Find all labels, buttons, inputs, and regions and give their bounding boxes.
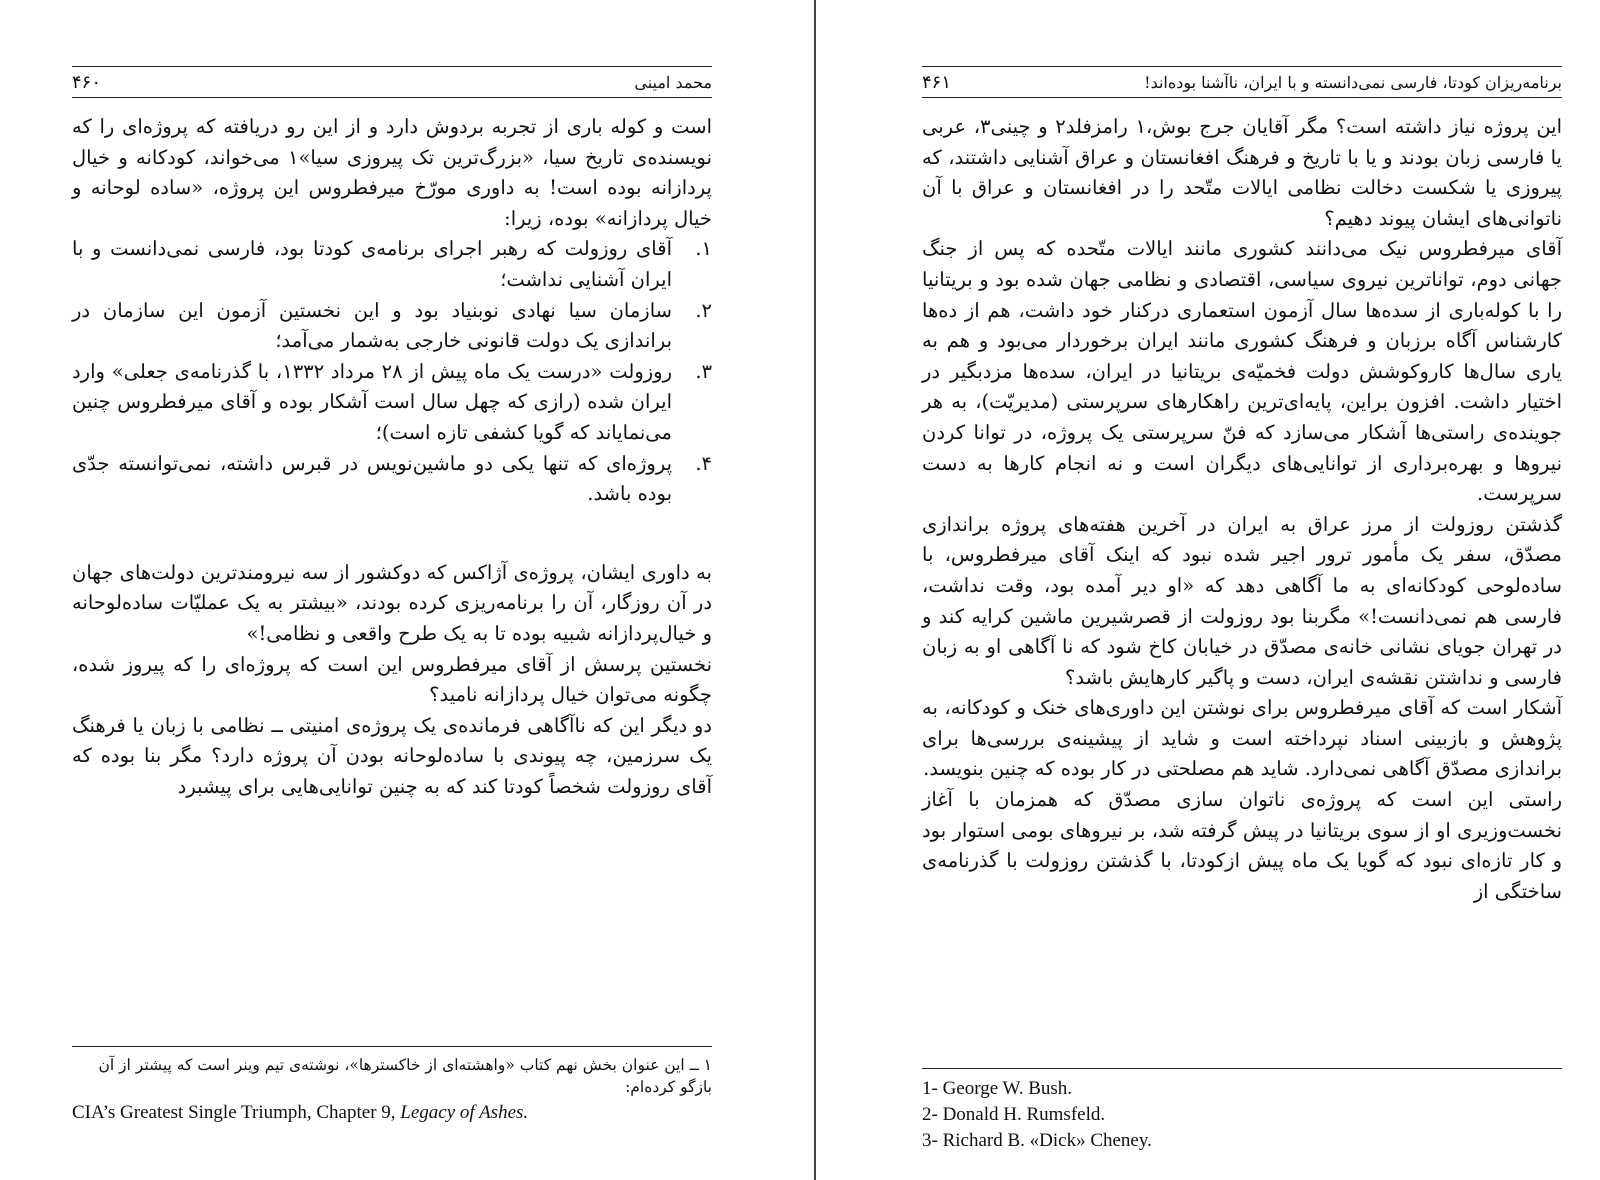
list-number: ۳.: [695, 359, 712, 383]
numbered-list: [72, 234, 712, 509]
paragraph: آقای میرفطروس نیک می‌دانند کشوری مانند ایالات متّحده که پس از جنگ جهانی دوم، تواناترین نیروی سیاسی، اقتصادی و نظامی جهان شده بود و بریتانیا را با کوله‌باری از سده‌ها سال آزمون استعماری درکنار خود داشت، هم از ده‌ها کارشناس آگاه برزبان و فرهنگ کشوری مانند ایران برخوردار می‌بود و هم به یاری سال‌ها کاروکوشش دولت فخمیّه‌ی بریتانیا در ایران، سده‌ها مزدبگیر در اختیار داشت. افزون براین، پایه‌ای‌ترین راهکارهای سرپرستی (مدیریّت)، به هر جوینده‌ی راستی‌ها آشکار می‌سازد که فنّ سرپرستی یک پروژه، در توانا کردن نیروها و بهره‌برداری از توانایی‌های دیگران است و نه انجام کارها به دست سرپرست.: [922, 237, 1562, 506]
paragraph: راستی این است که پروژه‌ی ناتوان سازی مصدّق که همزمان با آغاز نخست‌وزیری او از سوی بریتانیا در پیش گرفته شد، بر نیروهای بومی استوار بود و کار تازه‌ای نبود که گویا یک ماه پیش ازکودتا، با گذشتن روزولت با گذرنامه‌ی ساختگی از: [922, 788, 1562, 903]
footnote-rule: [922, 1068, 1562, 1069]
right-page: [801, 0, 1600, 1180]
paragraph: است و کوله باری از تجربه بردوش دارد و از این رو دریافته که پروژه‌ای را که نویسنده‌ی تاریخ سیا، «بزرگ‌ترین تک پیروزی سیا»۱ می‌خواند، کودکانه و خیال پردازانه بوده است! به داوری مورّخ میرفطروس این پروژه، «ساده لوحانه و خیال پردازانه» بوده، زیرا:: [72, 115, 712, 230]
footnote-book-title: Legacy of Ashes.: [400, 1102, 529, 1123]
paragraph: گذشتن روزولت از مرز عراق به ایران در آخرین هفته‌های پروژه براندازی مصدّق، سفر یک مأمور ترور اجیر شده نبود که اینک آقای میرفطروس، با ساده‌لوحی کودکانه‌ای به ما آگاهی دهد که «او دیر آمده بود، وقت نداشت، فارسی هم نمی‌دانست!» مگربنا بود روزولت از قصرشیرین ماشین کرایه کند و در تهران جویای نشانی خانه‌ی مصدّق در خیابان کاخ شود که نا آگاهی او به زبان فارسی و نداشتن نقشه‌ی ایران، دست و پاگیر کارهایش باشد؟: [922, 512, 1562, 689]
footnote-item: 3- Richard B. «Dick» Cheney.: [922, 1130, 1152, 1151]
page-number-left: ۴۶۰: [72, 71, 102, 93]
paragraph: نخستین پرسش از آقای میرفطروس این است که پروژه‌ای را که پیروز شده، چگونه می‌توان خیال پردازانه نامید؟: [72, 652, 712, 707]
right-running-head: [922, 66, 1562, 98]
footnote-rule: [72, 1046, 712, 1047]
list-item: [72, 296, 712, 357]
list-item: [72, 449, 712, 510]
paragraph: آشکار است که آقای میرفطروس برای نوشتن این داوری‌های خنک و کودکانه، به پژوهش و بازبینی اسناد نپرداخته است و شاید از پیشینه‌ی بررسی‌ها برای براندازی مصدّق آگاهی نمی‌دارد. شاید هم مصلحتی در کار بوده که چنین بنویسد.: [922, 696, 1562, 781]
list-number: ۴.: [695, 451, 712, 475]
left-footnotes: [72, 1054, 712, 1124]
chapter-title: برنامه‌ریزان کودتا، فارسی نمی‌دانسته و با ایران، ناآشنا بوده‌اند!: [1144, 72, 1562, 92]
list-number: ۲.: [695, 298, 712, 322]
section-gap: [72, 510, 712, 558]
left-running-head: [72, 66, 712, 98]
paragraph: دو دیگر این که ناآگاهی فرمانده‌ی یک پروژه‌ی امنیتی ــ نظامی با زبان یا فرهنگ یک سرزمین، چه پیوندی با ساده‌لوحانه بودن آن پروژه دارد؟ مگر بنا بوده که آقای روزولت شخصاً کودتا کند که به چنین توانایی‌هایی برای پیشبرد: [72, 713, 712, 798]
list-item-text: سازمان سیا نهادی نوبنیاد بود و این نخستین آزمون این سازمان در براندازی یک دولت قانونی خارجی به‌شمار می‌آمد؛: [72, 298, 672, 353]
list-number: ۱.: [695, 237, 712, 261]
list-item: [72, 234, 712, 295]
list-item: [72, 357, 712, 449]
footnote-item: 2- Donald H. Rumsfeld.: [922, 1104, 1106, 1125]
page-number-right: ۴۶۱: [922, 71, 952, 93]
footnote-english: [72, 1102, 712, 1124]
left-page: [0, 0, 799, 1180]
footnote-english-plain: CIA’s Greatest Single Triumph, Chapter 9,: [72, 1102, 401, 1123]
paragraph: این پروژه نیاز داشته است؟ مگر آقایان جرج بوش،۱ رامزفلد۲ و چینی۳، عربی یا فارسی زبان بودند و یا با تاریخ و فرهنگ افغانستان و عراق آشنایی داشتند، که پیروزی یا شکست دخالت نظامی ایالات متّحد را در افغانستان و عراق با آن ناتوانی‌های ایشان پیوند دهیم؟: [922, 115, 1563, 230]
left-body-text: [72, 112, 712, 802]
footnote-persian: ۱ ــ این عنوان بخش نهم کتاب «واهشته‌ای از خاکسترها»، نوشته‌ی تیم وینر است که پیشتر از آن بازگو کرده‌ام:: [98, 1056, 712, 1096]
author-name: محمد امینی: [634, 72, 712, 92]
footnote-item: 1- George W. Bush.: [922, 1078, 1073, 1099]
right-body-text: [922, 112, 1562, 907]
right-footnotes: [922, 1076, 1562, 1154]
list-item-text: آقای روزولت که رهبر اجرای برنامه‌ی کودتا بود، فارسی نمی‌دانست و با ایران آشنایی نداشت؛: [72, 237, 672, 291]
list-item-text: روزولت «درست یک ماه پیش از ۲۸ مرداد ۱۳۳۲، با گذرنامه‌ی جعلی» وارد ایران شده (رازی که چهل سال است آشکار بوده و آقای میرفطروس چنین می‌نمایاند که گویا کشفی تازه است)؛: [72, 359, 672, 444]
list-item-text: پروژه‌ای که تنها یکی دو ماشین‌نویس در قبرس داشته، نمی‌توانسته جدّی بوده باشد.: [72, 451, 672, 506]
paragraph: به داوری ایشان، پروژه‌ی آژاکس که دوکشور از سه نیرومندترین دولت‌های جهان در آن روزگار، آن را برنامه‌ریزی کرده بودند، «بیشتر به یک عملیّات ساده‌لوحانه و خیال‌پردازانه شبیه بوده تا به یک طرح واقعی و نظامی!»: [72, 560, 712, 645]
